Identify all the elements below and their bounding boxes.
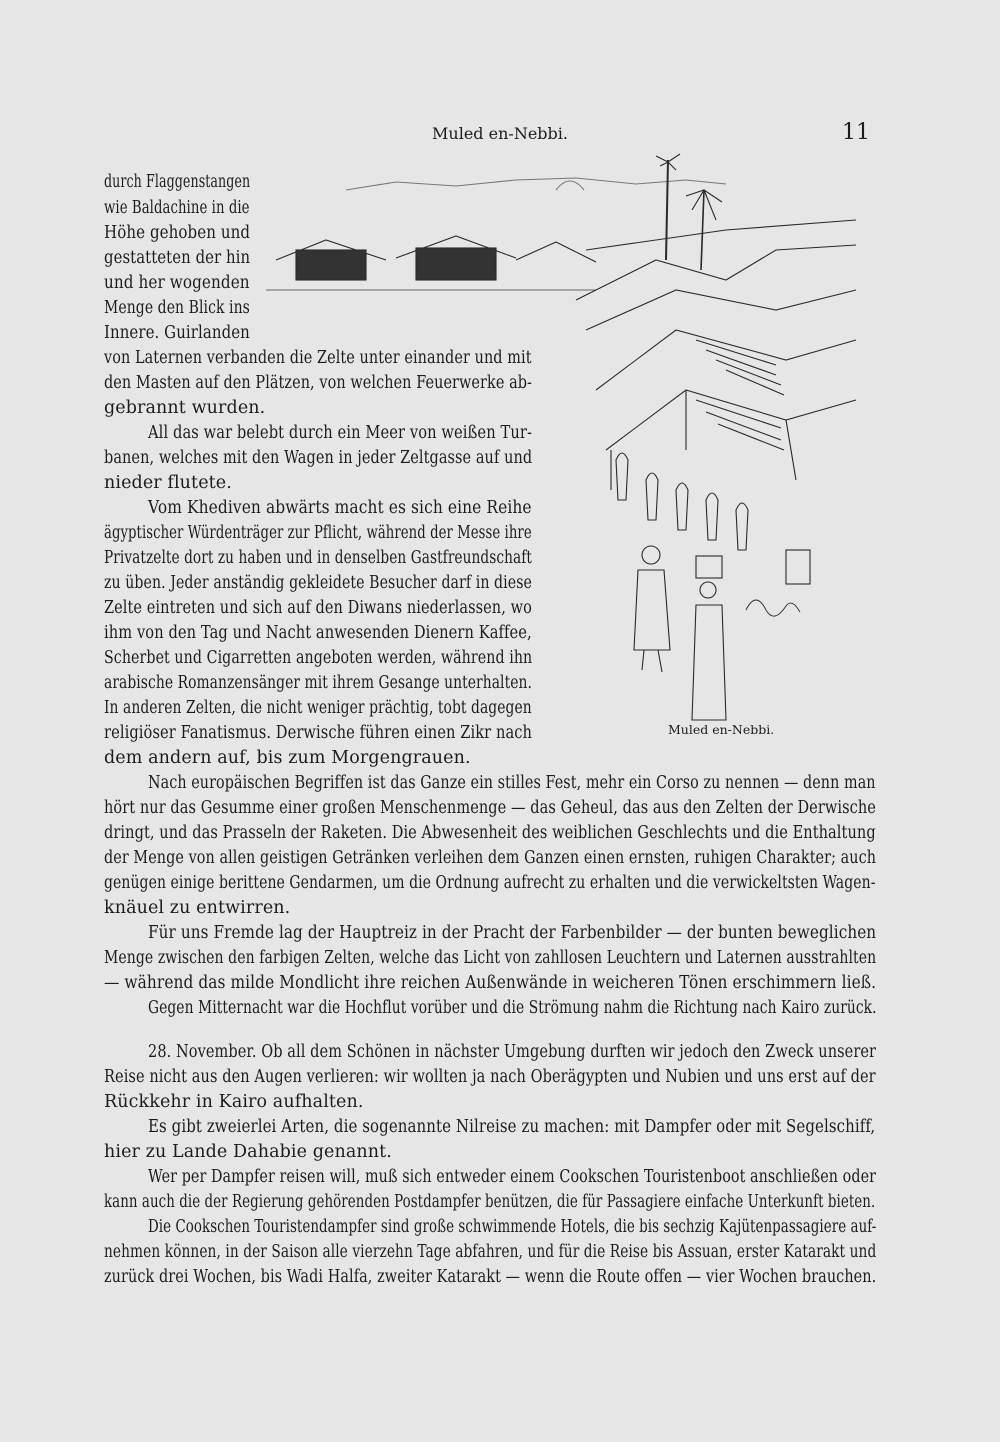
text-line: von Laternen verbanden die Zelte unter einander und mit (104, 348, 532, 368)
text-line: genügen einige berittene Gendarmen, um die Ordnung aufrecht zu erhalten und die verwickeltsten Wagen- (104, 873, 876, 893)
page-number: 11 (842, 120, 870, 145)
text-line: knäuel zu entwirren. (104, 898, 291, 918)
text-line: dringt, und das Prasseln der Raketen. Die Abwesenheit des weiblichen Geschlechts und die Enthaltung (104, 823, 876, 843)
text-line: Scherbet und Cigarretten angeboten werden, während ihn (104, 648, 533, 668)
running-title: Muled en-Nebbi. (432, 124, 568, 143)
text-line: Privatzelte dort zu haben und in denselben Gastfreundschaft (104, 548, 532, 568)
text-line: banen, welches mit den Wagen in jeder Zeltgasse auf und (104, 448, 533, 468)
text-line: Für uns Fremde lag der Hauptreiz in der Pracht der Farbenbilder — der bunten beweglichen (148, 923, 877, 943)
text-line: Innere. Guirlanden (104, 323, 250, 343)
text-line: nieder flutete. (104, 473, 232, 493)
text-line: Wer per Dampfer reisen will, muß sich entweder einem Cookschen Touristenboot anschließen oder (148, 1167, 877, 1187)
text-line: Reise nicht aus den Augen verlieren: wir wollten ja nach Oberägypten und Nubien und uns erst auf der (104, 1067, 876, 1087)
text-line: hört nur das Gesumme einer großen Menschenmenge — das Geheul, das aus den Zelten der Derwische (104, 798, 876, 818)
text-line: — während das milde Mondlicht ihre reichen Außenwände in weicheren Tönen erschimmern ließ. (104, 973, 877, 993)
text-line: Zelte eintreten und sich auf den Diwans niederlassen, wo (104, 598, 532, 618)
text-line: Rückkehr in Kairo aufhalten. (104, 1092, 364, 1112)
text-line: Höhe gehoben und (104, 223, 251, 243)
text-line: gebrannt wurden. (104, 398, 266, 418)
text-line: Menge zwischen den farbigen Zelten, welche das Licht von zahllosen Leuchtern und Laternen ausstrahlten (104, 948, 877, 968)
figure-caption: Muled en-Nebbi. (668, 722, 775, 737)
text-line: arabische Romanzensänger mit ihrem Gesange unterhalten. (104, 673, 532, 693)
text-line: Vom Khediven abwärts macht es sich eine Reihe (148, 498, 532, 518)
text-line: In anderen Zelten, die nicht weniger prächtig, tobt dagegen (104, 698, 532, 718)
text-line: kann auch die der Regierung gehörenden Postdampfer benützen, die für Passagiere einfache Unterkunft bieten. (104, 1192, 876, 1212)
text-line: Gegen Mitternacht war die Hochflut vorüber und die Strömung nahm die Richtung nach Kairo zurück. (148, 998, 877, 1018)
text-line: den Masten auf den Plätzen, von welchen Feuerwerke ab- (104, 373, 533, 393)
text-line: ägyptischer Würdenträger zur Pflicht, während der Messe ihre (104, 523, 532, 543)
text-line: All das war belebt durch ein Meer von weißen Tur- (148, 423, 533, 443)
text-line: Nach europäischen Begriffen ist das Ganze ein stilles Fest, mehr ein Corso zu nennen — denn man (148, 773, 876, 793)
text-line: Menge den Blick ins (104, 298, 250, 318)
text-line: Die Cookschen Touristendampfer sind große schwimmende Hotels, die bis sechzig Kajütenpassagiere auf- (148, 1217, 877, 1237)
text-line: ihm von den Tag und Nacht anwesenden Dienern Kaffee, (104, 623, 532, 643)
text-line: nehmen können, in der Saison alle vierzehn Tage abfahren, und für die Reise bis Assuan, erster Katarakt und (104, 1242, 877, 1262)
text-line: dem andern auf, bis zum Morgengrauen. (104, 748, 471, 768)
text-line: Es gibt zweierlei Arten, die sogenannte Nilreise zu machen: mit Dampfer oder mit Segelschiff, (148, 1117, 876, 1137)
text-line: gestatteten der hin (104, 248, 251, 268)
text-line: durch Flaggenstangen (104, 172, 251, 192)
text-line: 28. November. Ob all dem Schönen in nächster Umgebung durften wir jedoch den Zweck unserer (148, 1042, 877, 1062)
text-line: religiöser Fanatismus. Derwische führen einen Zikr nach (104, 723, 533, 743)
text-line: wie Baldachine in die (104, 198, 250, 218)
text-line: und her wogenden (104, 273, 250, 293)
text-line: hier zu Lande Dahabie genannt. (104, 1142, 392, 1162)
text-line: zu üben. Jeder anständig gekleidete Besucher darf in diese (104, 573, 532, 593)
text-line: der Menge von allen geistigen Getränken verleihen dem Ganzen einen ernsten, ruhigen Charakter; auch (104, 848, 877, 868)
text-line: zurück drei Wochen, bis Wadi Halfa, zweiter Katarakt — wenn die Route offen — vier Wochen brauchen. (104, 1267, 877, 1287)
